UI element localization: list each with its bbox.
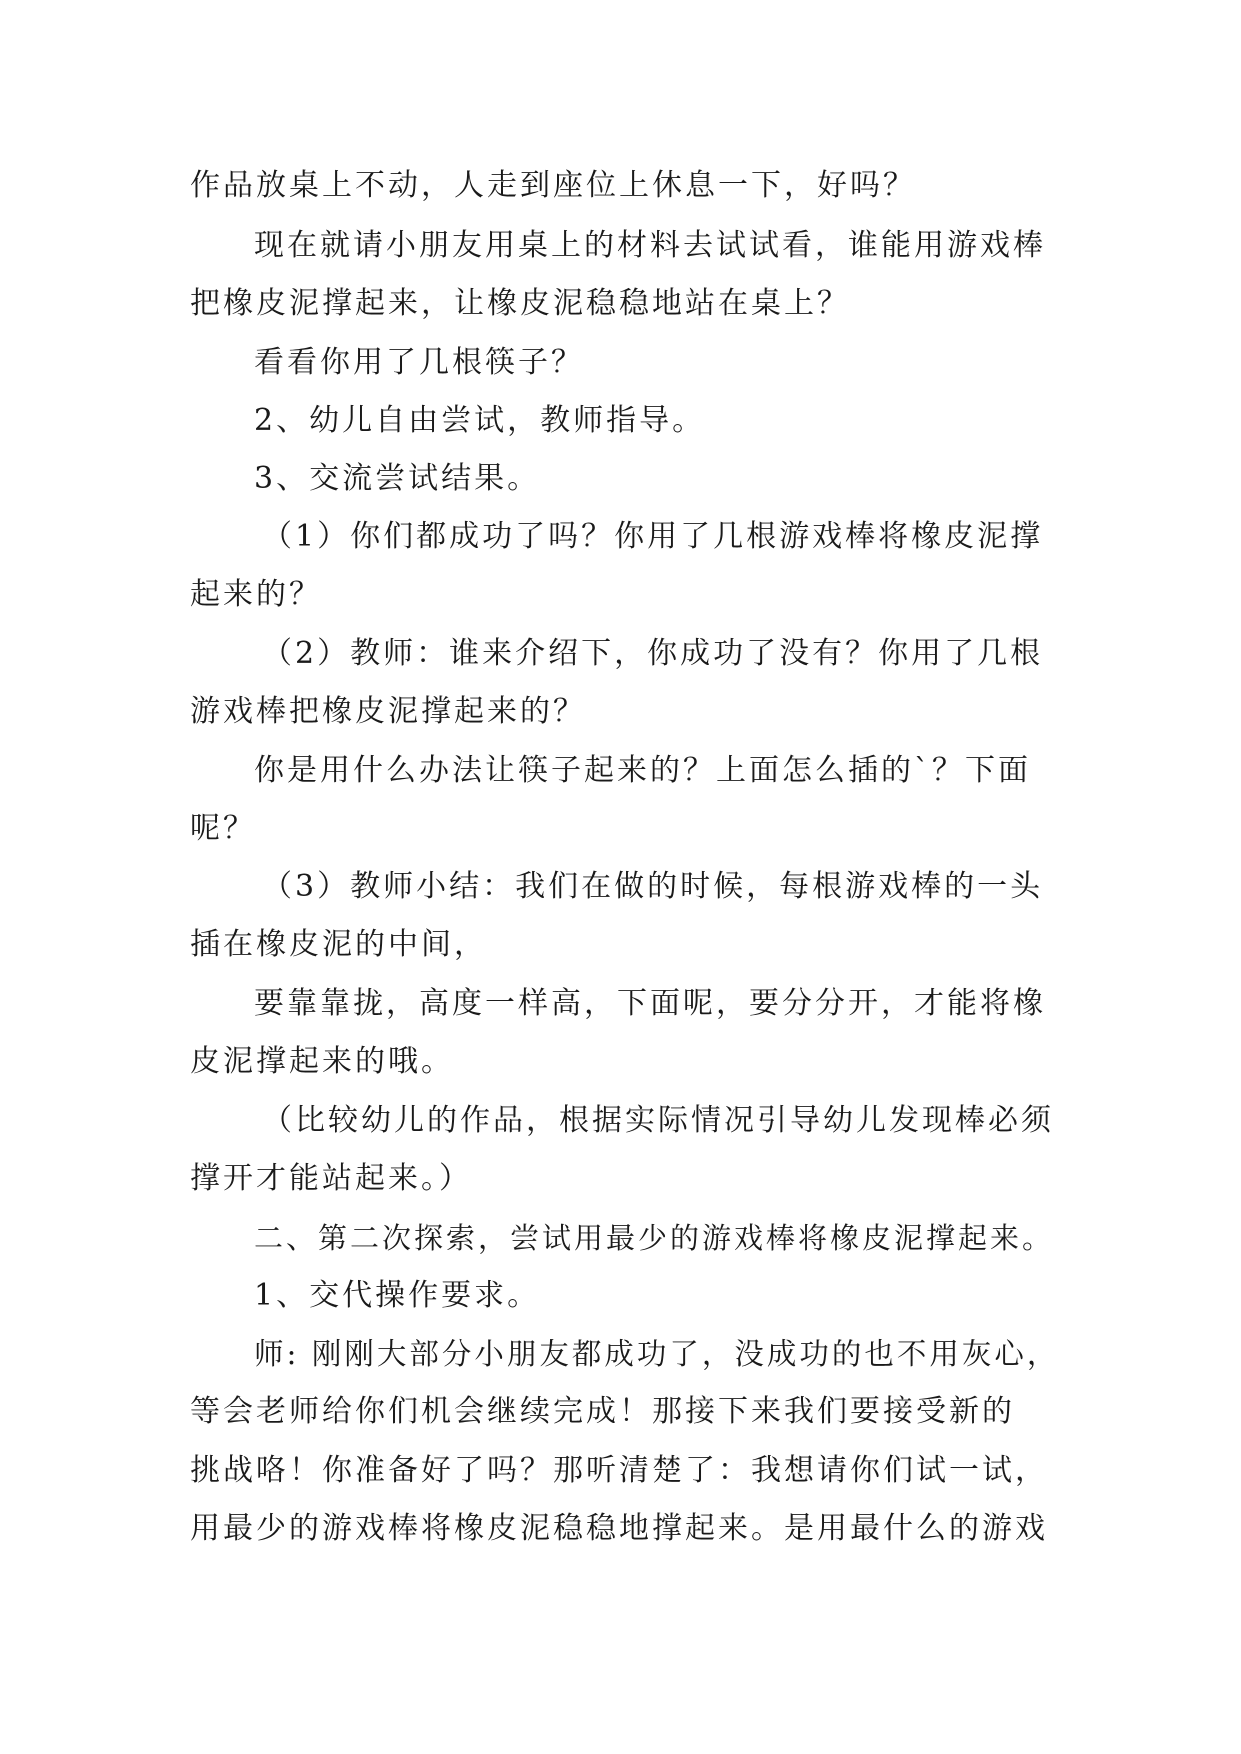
text-line: 呢？	[190, 811, 256, 846]
text-line: 起来的？	[190, 577, 322, 612]
text-line: 用最少的游戏棒将橡皮泥稳稳地撑起来。是用最什么的游戏	[190, 1511, 1048, 1546]
text-line: 撑开才能站起来。）	[190, 1161, 472, 1196]
text-line: 把橡皮泥撑起来，让橡皮泥稳稳地站在桌上？	[190, 286, 850, 321]
text-line: 插在橡皮泥的中间，	[190, 927, 487, 962]
text-line: 游戏棒把橡皮泥撑起来的？	[190, 694, 586, 729]
text-line: （比较幼儿的作品，根据实际情况引导幼儿发现棒必须	[262, 1103, 1054, 1138]
text-line: 作品放桌上不动，人走到座位上休息一下，好吗？	[190, 168, 916, 203]
text-line: 3、交流尝试结果。	[254, 461, 541, 496]
text-line: 你是用什么办法让筷子起来的？上面怎么插的`？下面	[254, 753, 1031, 788]
text-line: 看看你用了几根筷子？	[254, 345, 584, 380]
text-line: 2、幼儿自由尝试，教师指导。	[254, 403, 706, 438]
text-line: 二、第二次探索，尝试用最少的游戏棒将橡皮泥撑起来。	[254, 1221, 1055, 1255]
text-line: 等会老师给你们机会继续完成！那接下来我们要接受新的	[190, 1394, 1015, 1429]
text-line: 1、交代操作要求。	[254, 1278, 541, 1313]
text-line: 师: 刚刚大部分小朋友都成功了，没成功的也不用灰心，	[254, 1337, 1060, 1371]
text-line: （1）你们都成功了吗？你用了几根游戏棒将橡皮泥撑	[262, 519, 1044, 554]
text-line: （3）教师小结：我们在做的时候，每根游戏棒的一头	[262, 869, 1044, 904]
text-line: （2）教师：谁来介绍下，你成功了没有？你用了几根	[262, 636, 1044, 671]
text-line: 要靠靠拢，高度一样高，下面呢，要分分开，才能将橡	[254, 986, 1046, 1021]
text-line: 现在就请小朋友用桌上的材料去试试看，谁能用游戏棒	[254, 228, 1046, 263]
text-line: 皮泥撑起来的哦。	[190, 1044, 454, 1079]
text-line: 挑战咯！你准备好了吗？那听清楚了：我想请你们试一试，	[190, 1453, 1048, 1488]
